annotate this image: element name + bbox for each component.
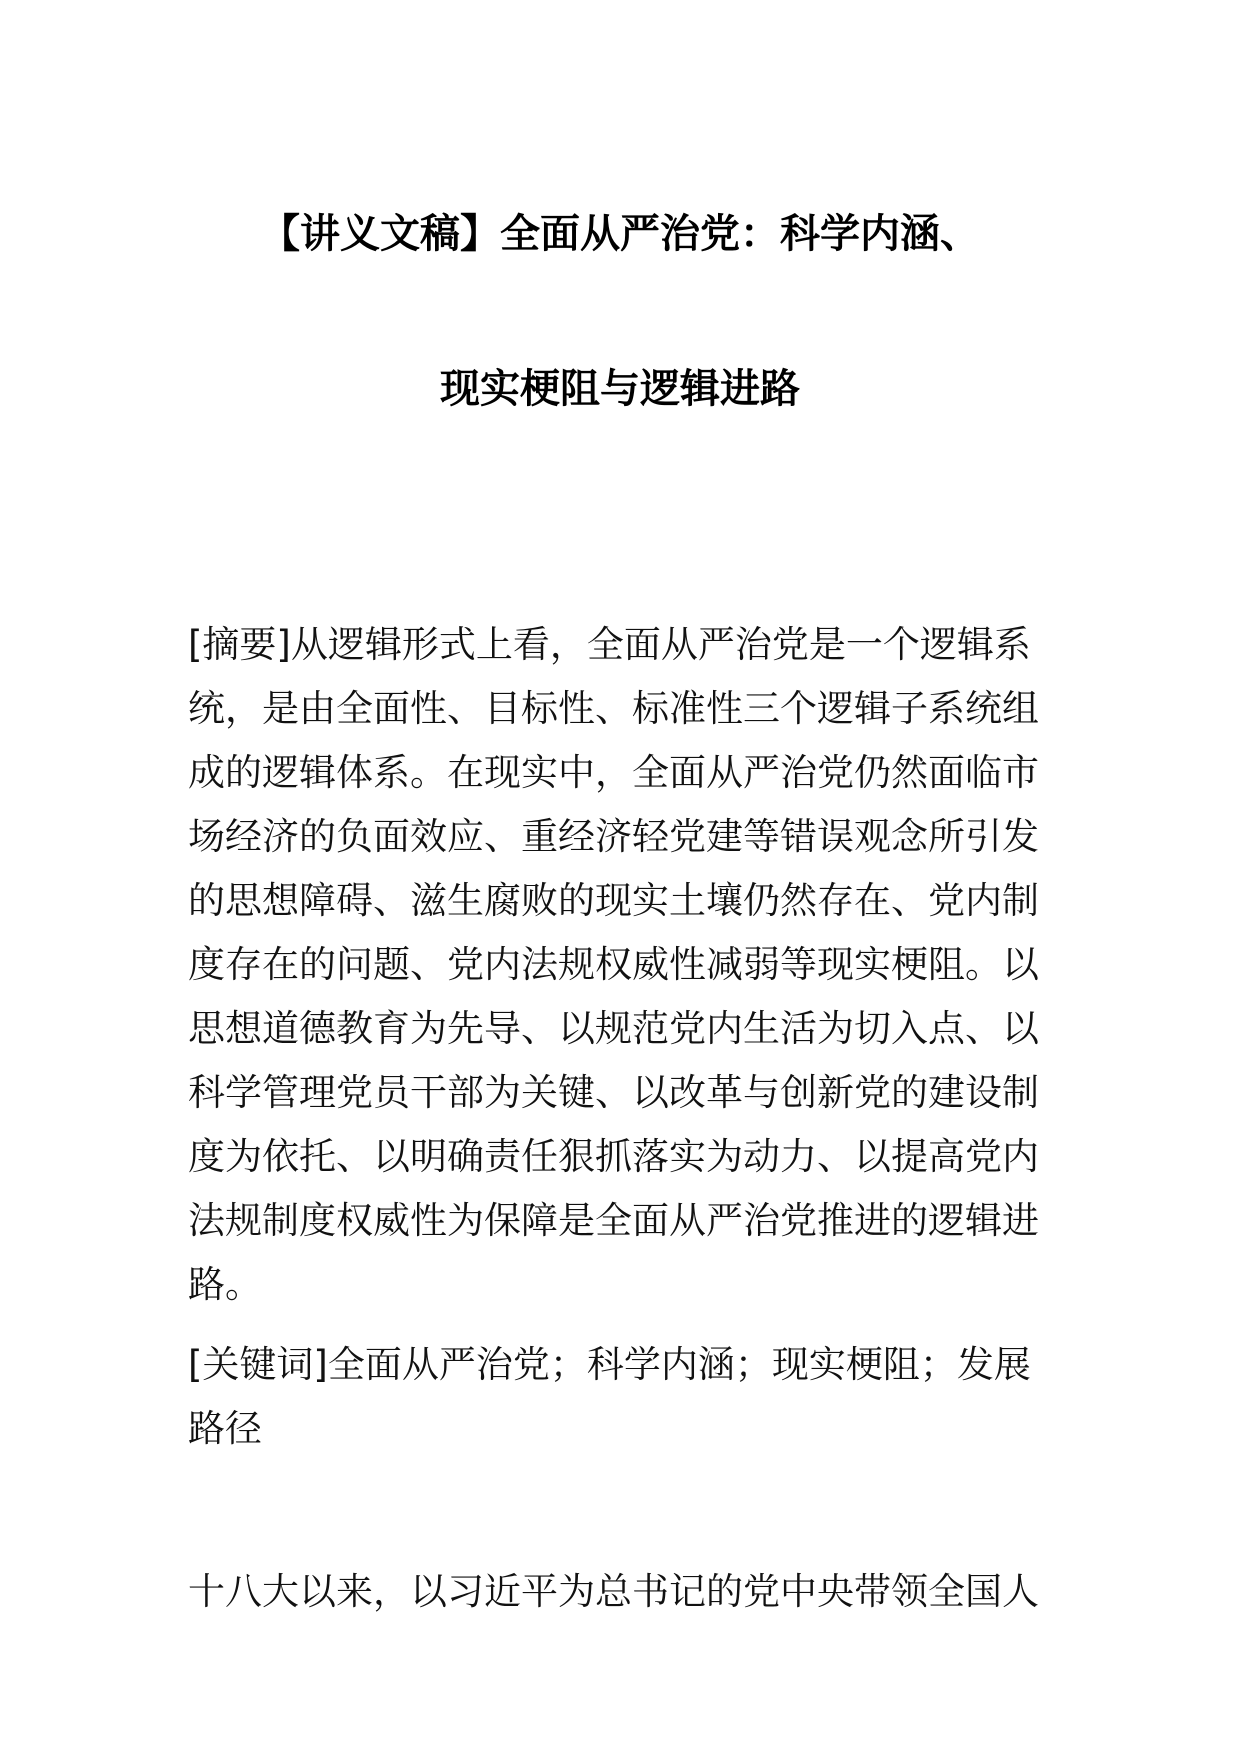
abstract-line: 度存在的问题、党内法规权威性减弱等现实梗阻。以 [188, 943, 1039, 986]
intro-paragraph [188, 1560, 1068, 1624]
keywords-line: 路径 [188, 1407, 262, 1450]
abstract-line: 法规制度权威性为保障是全面从严治党推进的逻辑进 [188, 1199, 1039, 1242]
abstract-line: [摘要]从逻辑形式上看，全面从严治党是一个逻辑系 [188, 623, 1031, 666]
document-title-line-2: 现实梗阻与逻辑进路 [440, 366, 800, 412]
abstract-line: 统，是由全面性、目标性、标准性三个逻辑子系统组 [188, 687, 1039, 730]
abstract-line: 路。 [188, 1263, 262, 1306]
abstract-line: 成的逻辑体系。在现实中，全面从严治党仍然面临市 [188, 751, 1039, 794]
abstract-line: 思想道德教育为先导、以规范党内生活为切入点、以 [188, 1007, 1039, 1050]
keywords-line: [关键词]全面从严治党；科学内涵；现实梗阻；发展 [188, 1343, 1031, 1386]
document-title-line-1: 【讲义文稿】全面从严治党：科学内涵、 [260, 211, 980, 257]
abstract-line: 的思想障碍、滋生腐败的现实土壤仍然存在、党内制 [188, 879, 1039, 922]
intro-line: 十八大以来，以习近平为总书记的党中央带领全国人 [188, 1570, 1039, 1613]
abstract-line: 度为依托、以明确责任狠抓落实为动力、以提高党内 [188, 1135, 1039, 1178]
abstract-line: 科学管理党员干部为关键、以改革与创新党的建设制 [188, 1071, 1039, 1114]
keywords-paragraph [188, 1333, 1068, 1461]
abstract-line: 场经济的负面效应、重经济轻党建等错误观念所引发 [188, 815, 1039, 858]
abstract-paragraph [188, 613, 1068, 1317]
